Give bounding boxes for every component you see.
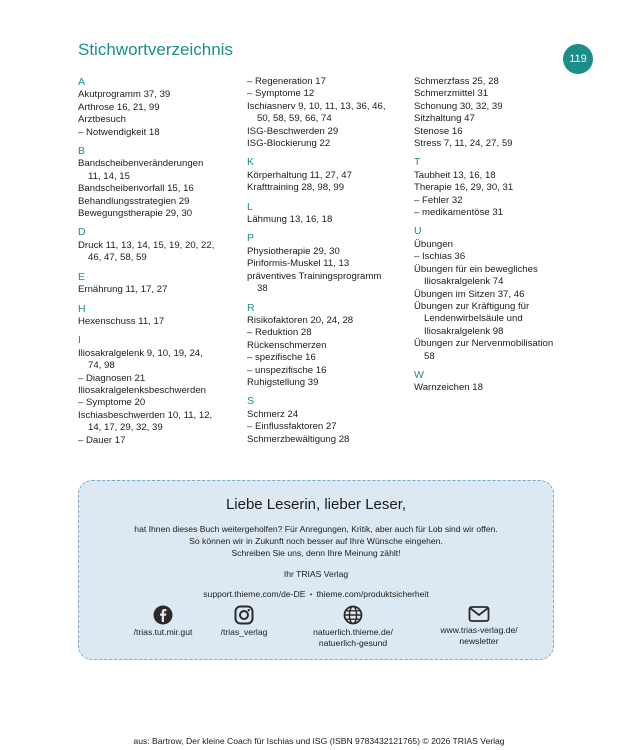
social-label: /trias_verlag xyxy=(220,627,268,637)
index-letter-heading: L xyxy=(247,200,253,213)
index-letter-heading: W xyxy=(414,368,424,381)
index-entry: Ernährung 11, 17, 27 xyxy=(78,284,168,296)
index-entry: ISG-Blockierung 22 xyxy=(247,138,331,150)
publisher-signature: Ihr TRIAS Verlag xyxy=(283,568,349,579)
index-entry: Bandscheibenveränderungen xyxy=(78,158,204,170)
index-entry: – Notwendigkeit 18 xyxy=(78,126,160,138)
support-link[interactable]: support.thieme.com/de-DE xyxy=(203,588,306,599)
index-letter-heading: P xyxy=(247,232,255,245)
index-entry: 50, 58, 59, 66, 74 xyxy=(257,113,332,125)
index-letter-heading: D xyxy=(78,226,86,239)
mail-icon xyxy=(468,605,490,623)
index-entry: Risikofaktoren 20, 24, 28 xyxy=(247,314,354,326)
index-entry: Ischiasbeschwerden 10, 11, 12, xyxy=(78,409,213,421)
instagram-link[interactable] xyxy=(184,605,304,638)
index-letter-heading: B xyxy=(78,145,86,158)
facebook-icon xyxy=(153,605,173,625)
index-letter-heading: A xyxy=(78,76,86,88)
index-entry: – unspezifische 16 xyxy=(247,364,327,376)
index-entry: Übungen im Sitzen 37, 46 xyxy=(414,288,525,300)
index-entry: ISG-Beschwerden 29 xyxy=(247,125,339,137)
index-entry: Iliosakralgelenk 74 xyxy=(424,276,504,288)
index-entry: Sitzhaltung 47 xyxy=(414,113,475,125)
social-label: natuerlich-gesund xyxy=(318,638,388,648)
index-entry: Stenose 16 xyxy=(414,125,463,137)
index-entry: – Einflussfaktoren 27 xyxy=(247,421,337,433)
message-line: Schreiben Sie uns, denn Ihre Meinung zählt! xyxy=(231,548,401,559)
index-entry: Iliosakralgelenksbeschwerden xyxy=(78,384,206,396)
index-column-3 xyxy=(414,76,574,395)
index-entry: Schmerzfass 25, 28 xyxy=(414,76,499,87)
index-entry: – Symptome 20 xyxy=(78,397,146,409)
social-links xyxy=(79,605,553,655)
index-entry: Bandscheibenvorfall 15, 16 xyxy=(78,183,194,195)
social-label: www.trias-verlag.de/ xyxy=(440,625,518,635)
index-entry: – spezifische 16 xyxy=(247,352,316,364)
index-entry: Schmerzmittel 31 xyxy=(414,88,489,100)
index-entry: Übungen zur Kräftigung für xyxy=(414,300,530,312)
index-entry: Behandlungsstrategien 29 xyxy=(78,195,190,207)
index-letter-heading: S xyxy=(247,395,255,408)
index-entry: 11, 14, 15 xyxy=(88,170,130,182)
support-links xyxy=(79,589,553,599)
index-column-2 xyxy=(247,76,409,446)
index-letter-heading: H xyxy=(78,302,86,315)
index-entry: Stress 7, 11, 24, 27, 59 xyxy=(414,138,513,150)
reader-feedback-box xyxy=(78,480,554,660)
globe-icon xyxy=(343,605,363,625)
index-entry: Arztbesuch xyxy=(78,114,126,126)
index-entry: Übungen zur Nervenmobilisation xyxy=(414,338,554,350)
index-entry: Piriformis-Muskel 11, 13 xyxy=(247,258,350,270)
index-entry: Physiotherapie 29, 30 xyxy=(247,245,340,257)
index-entry: – Regeneration 17 xyxy=(247,76,326,87)
index-entry: Taubheit 13, 16, 18 xyxy=(414,169,496,181)
index-entry: 58 xyxy=(424,350,435,362)
index-entry: Schonung 30, 32, 39 xyxy=(414,100,503,112)
instagram-icon xyxy=(234,605,254,625)
social-label: natuerlich.thieme.de/ xyxy=(313,627,393,637)
index-entry: präventives Trainingsprogramm xyxy=(247,270,382,282)
index-entry: – Fehler 32 xyxy=(414,194,463,206)
index-entry: Rückenschmerzen xyxy=(247,339,327,351)
index-entry: Warnzeichen 18 xyxy=(414,382,483,394)
social-label: newsletter xyxy=(459,636,499,646)
index-entry: Hexenschuss 11, 17 xyxy=(78,315,165,327)
index-entry: – medikamentöse 31 xyxy=(414,207,504,219)
index-entry: Druck 11, 13, 14, 15, 19, 20, 22, xyxy=(78,239,215,251)
index-letter-heading: U xyxy=(414,225,422,238)
index-entry: Lähmung 13, 16, 18 xyxy=(247,214,333,226)
index-entry: Ischiasnerv 9, 10, 11, 13, 36, 46, xyxy=(247,100,386,112)
index-entry: – Dauer 17 xyxy=(78,434,126,446)
feedback-message xyxy=(79,523,553,560)
index-letter-heading: T xyxy=(414,156,421,169)
message-line: So können wir in Zukunft noch besser auf Ihre Wünsche eingehen. xyxy=(189,536,443,547)
product-safety-link[interactable]: thieme.com/produktsicherheit xyxy=(316,588,429,599)
index-entry: 14, 17, 29, 32, 39 xyxy=(88,422,163,434)
page-title: Stichwortverzeichnis xyxy=(78,40,233,59)
index-entry: Ruhigstellung 39 xyxy=(247,376,319,388)
index-entry: Akutprogramm 37, 39 xyxy=(78,89,171,101)
index-entry: – Diagnosen 21 xyxy=(78,372,146,384)
index-letter-heading: R xyxy=(247,301,255,314)
index-entry: Iliosakralgelenk 9, 10, 19, 24, xyxy=(78,347,203,359)
index-entry: 46, 47, 58, 59 xyxy=(88,252,147,264)
message-line: hat Ihnen dieses Buch weitergeholfen? Für Anregungen, Kritik, aber auch für Lob sind wir offen. xyxy=(134,524,498,534)
index-entry: Arthrose 16, 21, 99 xyxy=(78,101,160,113)
index-entry: Körperhaltung 11, 27, 47 xyxy=(247,169,352,181)
greeting-heading: Liebe Leserin, lieber Leser, xyxy=(225,496,407,513)
index-letter-heading: I xyxy=(78,334,81,347)
page-number-badge: 119 xyxy=(563,44,593,74)
index-entry: Übungen xyxy=(414,238,453,250)
website-link[interactable] xyxy=(293,605,413,649)
citation-footer: aus: Bartrow, Der kleine Coach für Ischias und ISG (ISBN 9783432121765) © 2026 TRIAS Verlag xyxy=(133,736,505,746)
index-entry: 38 xyxy=(257,283,268,295)
index-entry: Schmerz 24 xyxy=(247,408,299,420)
index-entry: Iliosakralgelenk 98 xyxy=(424,325,504,337)
index-entry: Therapie 16, 29, 30, 31 xyxy=(414,182,514,194)
index-entry: Lendenwirbelsäule und xyxy=(424,313,523,325)
newsletter-link[interactable] xyxy=(419,605,539,647)
index-entry: Bewegungstherapie 29, 30 xyxy=(78,208,193,220)
index-entry: – Reduktion 28 xyxy=(247,327,312,339)
separator-dot: • xyxy=(309,588,313,599)
index-entry: – Ischias 36 xyxy=(414,251,466,263)
social-label: /trias.tut.mir.gut xyxy=(133,627,193,637)
index-letter-heading: E xyxy=(78,270,86,283)
index-entry: Krafttraining 28, 98, 99 xyxy=(247,182,345,194)
index-column-1 xyxy=(78,76,238,447)
index-entry: – Symptome 12 xyxy=(247,88,315,100)
index-entry: Übungen für ein bewegliches xyxy=(414,263,538,275)
index-letter-heading: K xyxy=(247,156,255,169)
index-entry: Schmerzbewältigung 28 xyxy=(247,433,350,445)
index-entry: 74, 98 xyxy=(88,360,115,372)
